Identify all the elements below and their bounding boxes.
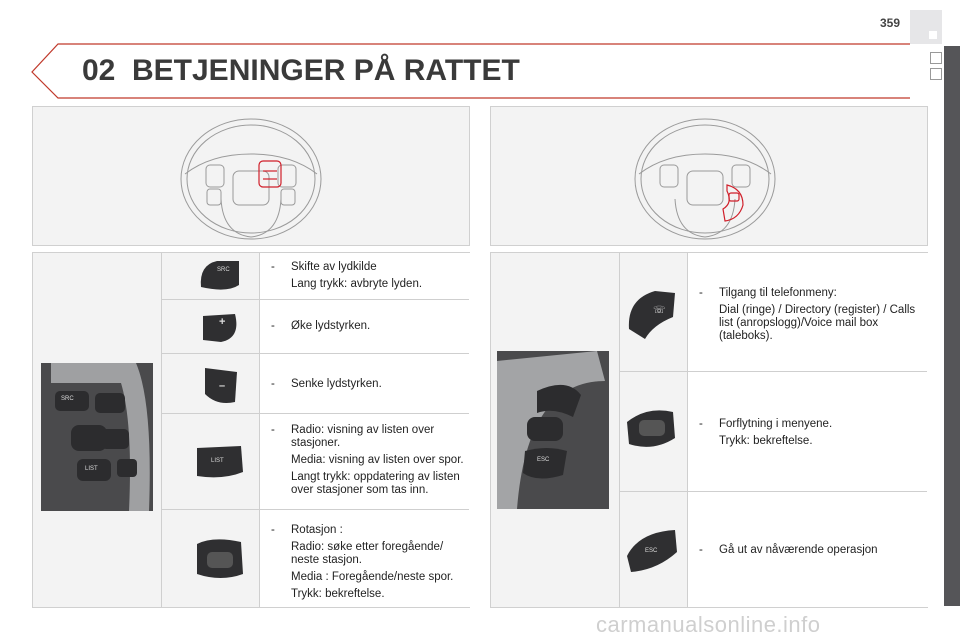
row-escape <box>619 491 927 607</box>
photo-label-src: SRC <box>61 396 74 402</box>
wheel-left-photo <box>41 363 153 511</box>
row-navigate-text <box>719 418 925 452</box>
photo-label-list: LIST <box>85 466 98 472</box>
controls-panel-right <box>490 252 928 608</box>
page-corner-tab <box>910 10 942 44</box>
bullet: - <box>271 320 275 332</box>
row-phone <box>619 253 927 371</box>
text-line: Media: visning av listen over spor. <box>291 454 464 466</box>
chapter-number: 02 <box>82 54 116 87</box>
bullet: - <box>699 418 703 430</box>
watermark: carmanualsonline.info <box>596 612 821 637</box>
thumbwheel-button-icon <box>193 534 247 584</box>
volume-down-button-label: – <box>219 380 226 392</box>
wheel-right-photo-art <box>497 351 609 509</box>
steering-wheel-left-illustration <box>33 107 471 247</box>
phone-button-icon <box>623 285 681 343</box>
row-src <box>161 253 469 299</box>
wheel-left-photo-art <box>41 363 153 511</box>
src-button-label: SRC <box>217 267 230 273</box>
text-line: Gå ut av nåværende operasjon <box>719 544 878 556</box>
text-line: Senke lydstyrken. <box>291 378 382 390</box>
svg-text:☏: ☏ <box>653 305 666 316</box>
row-volume-down <box>161 353 469 413</box>
chapter-header <box>30 42 912 100</box>
row-navigate <box>619 371 927 491</box>
text-line: Øke lydstyrken. <box>291 320 371 332</box>
bullet: - <box>271 424 275 436</box>
wheel-panel-right <box>490 106 928 246</box>
row-rotation <box>161 509 469 607</box>
text-line: Radio: visning av listen over stasjoner. <box>291 424 435 449</box>
text-line: Tilgang til telefonmeny: <box>719 287 837 299</box>
controls-panel-left <box>32 252 470 608</box>
text-line: Radio: søke etter foregående/ neste stasjon. <box>291 541 444 566</box>
bullet: - <box>699 544 703 556</box>
bullet: - <box>271 261 275 273</box>
list-button-label: LIST <box>211 458 224 464</box>
steering-wheel-right-illustration <box>491 107 929 247</box>
text-line: Rotasjon : <box>291 524 343 536</box>
text-line: Media : Foregående/neste spor. <box>291 571 454 583</box>
bullet: - <box>271 524 275 536</box>
side-marker <box>930 52 942 64</box>
row-volume-up <box>161 299 469 353</box>
bullet: - <box>699 287 703 299</box>
volume-up-button-label: + <box>219 316 226 328</box>
text-line: Trykk: bekreftelse. <box>719 435 813 447</box>
row-volume-up-text <box>291 320 463 337</box>
esc-button-label: ESC <box>645 548 658 554</box>
photo-label-esc: ESC <box>537 457 550 463</box>
text-line: Lang trykk: avbryte lyden. <box>291 278 423 290</box>
row-list <box>161 413 469 509</box>
row-escape-text <box>719 544 925 561</box>
row-rotation-text <box>291 524 467 605</box>
side-marker <box>930 68 942 80</box>
page-title: BETJENINGER PÅ RATTET <box>132 54 520 87</box>
row-src-text <box>291 261 463 295</box>
menu-scroll-button-icon <box>623 402 681 460</box>
text-line: Forflytning i menyene. <box>719 418 833 430</box>
wheel-right-photo <box>497 351 609 509</box>
text-line: Langt trykk: oppdatering av listen over stasjoner som tas inn. <box>291 471 460 496</box>
text-line: Skifte av lydkilde <box>291 261 377 273</box>
side-bar <box>944 46 960 606</box>
src-button-icon <box>197 257 243 295</box>
text-line: Trykk: bekreftelse. <box>291 588 385 600</box>
wheel-panel-left <box>32 106 470 246</box>
row-list-text <box>291 424 467 501</box>
page-number: 359 <box>880 16 901 30</box>
text-line: Dial (ringe) / Directory (register) / Calls list (anropslogg)/Voice mail box (taleboks). <box>719 304 916 342</box>
row-volume-down-text <box>291 378 463 395</box>
bullet: - <box>271 378 275 390</box>
row-phone-text <box>719 287 925 347</box>
